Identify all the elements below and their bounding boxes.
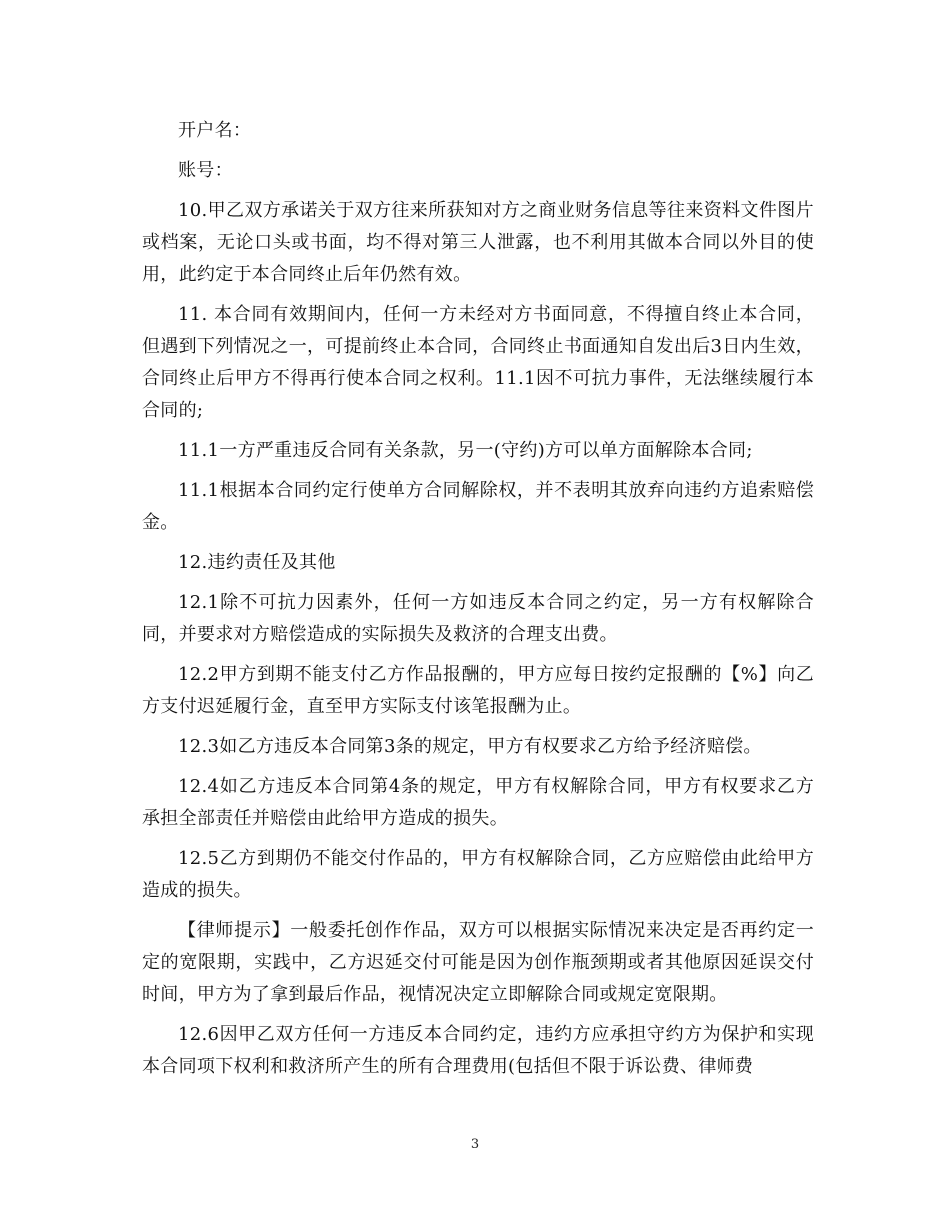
clause-12-3: 12.3如乙方违反本合同第3条的规定，甲方有权要求乙方给予经济赔偿。 <box>178 736 762 757</box>
clause-12-heading: 12.违约责任及其他 <box>178 552 336 573</box>
document-body <box>142 115 814 1083</box>
clause-11-1-compensation: 11.1根据本合同约定行使单方合同解除权，并不表明其放弃向违约方追索赔偿金。 <box>142 480 814 533</box>
clause-12-4: 12.4如乙方违反本合同第4条的规定，甲方有权解除合同，甲方有权要求乙方承担全部责任并赔偿由此给甲方造成的损失。 <box>142 776 814 829</box>
account-number-line: 账号： <box>178 160 233 181</box>
clause-12-1: 12.1除不可抗力因素外，任何一方如违反本合同之约定，另一方有权解除合同，并要求对方赔偿造成的实际损失及救济的合理支出费。 <box>142 592 814 645</box>
clause-11-1-breach: 11.1一方严重违反合同有关条款，另一(守约)方可以单方面解除本合同; <box>178 440 753 461</box>
clause-12-6: 12.6因甲乙双方任何一方违反本合同约定，违约方应承担守约方为保护和实现本合同项下权利和救济所产生的所有合理费用(包括但不限于诉讼费、律师费 <box>142 1024 814 1077</box>
clause-11-termination: 11. 本合同有效期间内，任何一方未经对方书面同意，不得擅自终止本合同，但遇到下列情况之一，可提前终止本合同，合同终止书面通知自发出后3日内生效，合同终止后甲方不得再行使本合同之权利。11.1因不可抗力事件，无法继续履行本合同的; <box>142 304 814 421</box>
account-name-line: 开户名： <box>178 120 252 141</box>
lawyer-tip: 【律师提示】一般委托创作作品，双方可以根据实际情况来决定是否再约定一定的宽限期，实践中，乙方迟延交付可能是因为创作瓶颈期或者其他原因延误交付时间，甲方为了拿到最后作品，视情况决定立即解除合同或规定宽限期。 <box>142 920 814 1005</box>
clause-12-2: 12.2甲方到期不能支付乙方作品报酬的，甲方应每日按约定报酬的【%】向乙方支付迟延履行金，直至甲方实际支付该笔报酬为止。 <box>142 664 814 717</box>
clause-10-confidentiality: 10.甲乙双方承诺关于双方往来所获知对方之商业财务信息等往来资料文件图片或档案，无论口头或书面，均不得对第三人泄露，也不利用其做本合同以外目的使用，此约定于本合同终止后年仍然有效。 <box>142 200 814 285</box>
page-number: 3 <box>470 1137 480 1152</box>
clause-12-5: 12.5乙方到期仍不能交付作品的，甲方有权解除合同，乙方应赔偿由此给甲方造成的损失。 <box>142 848 814 901</box>
